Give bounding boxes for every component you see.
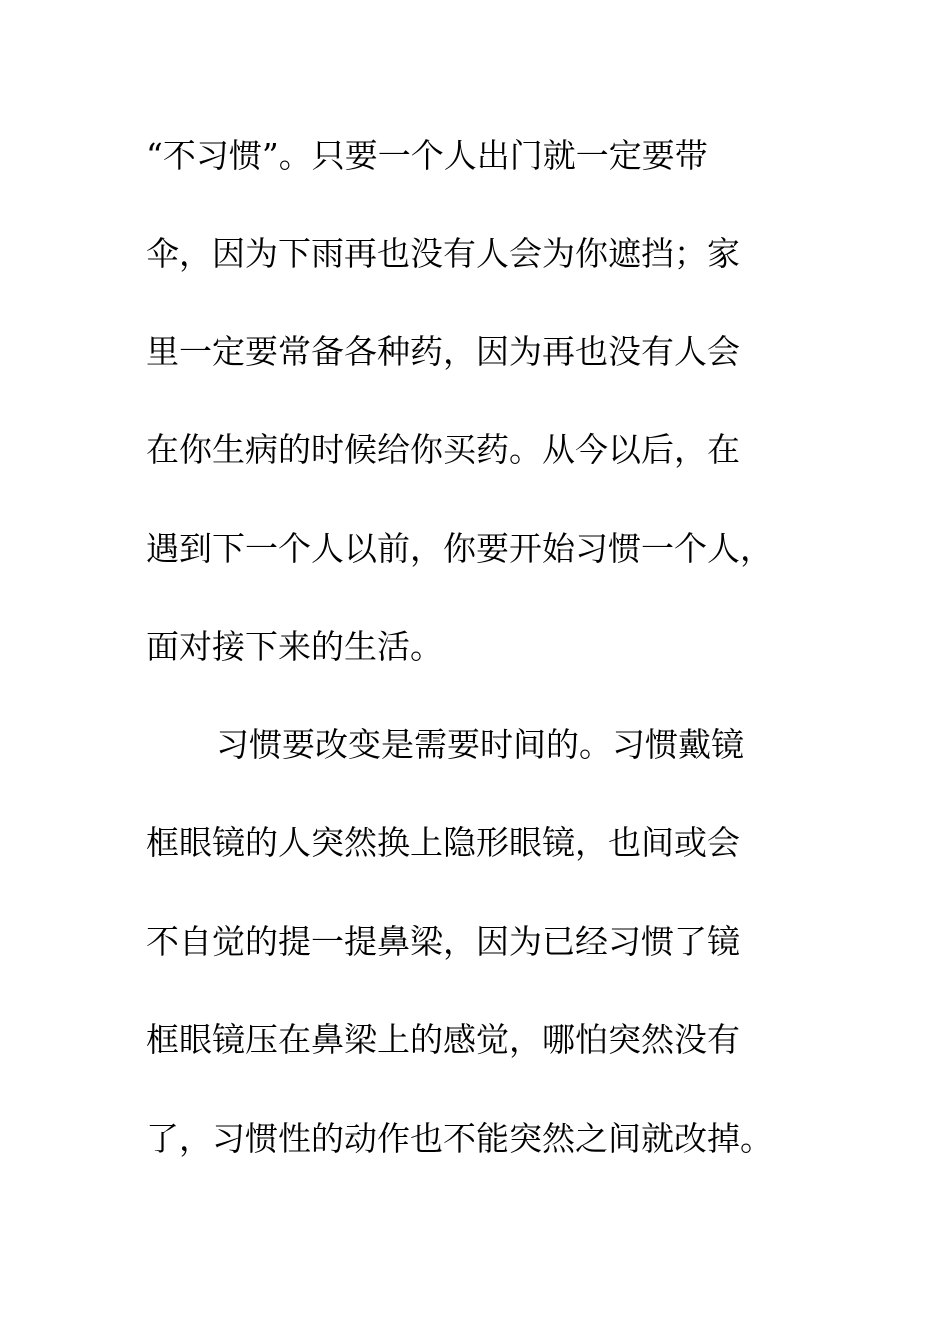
text-line: “不习惯”。只要一个人出门就一定要带	[146, 136, 708, 175]
text-line: 伞，因为下雨再也没有人会为你遮挡；家	[146, 234, 740, 273]
text-line: 框眼镜压在鼻梁上的感觉，哪怕突然没有	[146, 1020, 740, 1059]
text-line: 遇到下一个人以前，你要开始习惯一个人，	[146, 529, 773, 568]
text-line: 不自觉的提一提鼻梁，因为已经习惯了镜	[146, 922, 740, 961]
text-line: 框眼镜的人突然换上隐形眼镜，也间或会	[146, 823, 740, 862]
text-line: 面对接下来的生活。	[146, 627, 443, 666]
text-line: 在你生病的时候给你买药。从今以后，在	[146, 430, 740, 469]
text-line: 里一定要常备各种药，因为再也没有人会	[146, 332, 740, 371]
paragraph-first-line: 习惯要改变是需要时间的。习惯戴镜	[216, 725, 744, 764]
text-line: 了，习惯性的动作也不能突然之间就改掉。	[146, 1119, 773, 1158]
